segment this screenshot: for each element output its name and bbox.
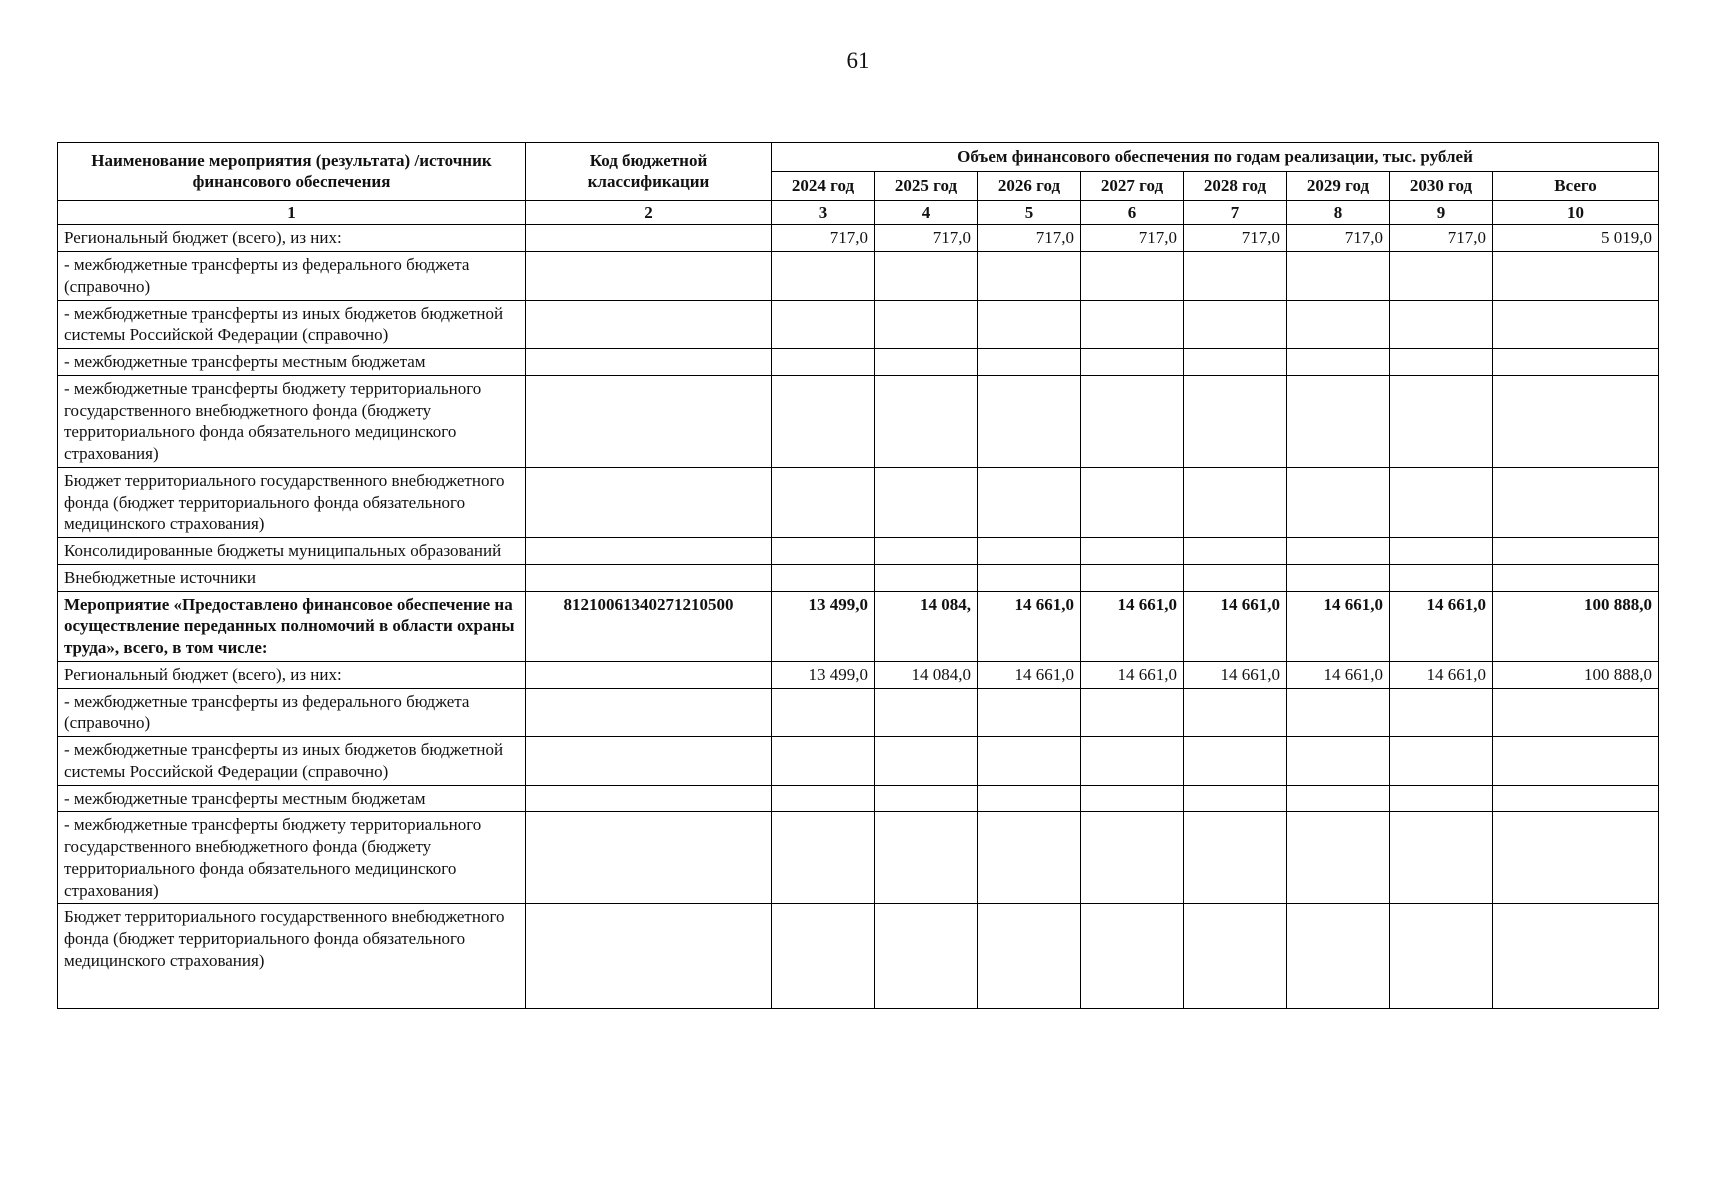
row-value: 13 499,0 bbox=[772, 591, 875, 661]
row-value bbox=[1081, 538, 1184, 565]
table-row bbox=[58, 688, 1659, 737]
row-value: 100 888,0 bbox=[1493, 591, 1659, 661]
row-budget-code bbox=[526, 349, 772, 376]
table-row bbox=[58, 375, 1659, 467]
header-year-2028: 2028 год bbox=[1184, 171, 1287, 200]
header-row-column-numbers bbox=[58, 200, 1659, 225]
row-value bbox=[978, 564, 1081, 591]
column-number-7: 7 bbox=[1184, 200, 1287, 225]
row-value bbox=[978, 467, 1081, 537]
row-name: - межбюджетные трансферты из иных бюджетов бюджетной системы Российской Федерации (справочно) bbox=[58, 300, 526, 349]
row-value bbox=[1493, 467, 1659, 537]
table-row bbox=[58, 661, 1659, 688]
row-value bbox=[1184, 564, 1287, 591]
row-name: Бюджет территориального государственного внебюджетного фонда (бюджет территориального фонда обязательного медицинского страхования) bbox=[58, 467, 526, 537]
row-value bbox=[875, 737, 978, 786]
row-value bbox=[772, 538, 875, 565]
header-year-2024: 2024 год bbox=[772, 171, 875, 200]
row-value bbox=[875, 467, 978, 537]
row-value bbox=[978, 349, 1081, 376]
row-name: Бюджет территориального государственного внебюджетного фонда (бюджет территориального фонда обязательного медицинского страхования) bbox=[58, 904, 526, 1009]
table-row bbox=[58, 812, 1659, 904]
row-value bbox=[875, 538, 978, 565]
row-value bbox=[1390, 785, 1493, 812]
column-number-1: 1 bbox=[58, 200, 526, 225]
row-value bbox=[875, 812, 978, 904]
row-value bbox=[1184, 688, 1287, 737]
row-value bbox=[772, 904, 875, 1009]
row-value: 14 661,0 bbox=[978, 591, 1081, 661]
row-budget-code bbox=[526, 300, 772, 349]
row-budget-code bbox=[526, 538, 772, 565]
row-name: - межбюджетные трансферты бюджету территориального государственного внебюджетного фонда (бюджету территориального фонда обязательного медицинского страхования) bbox=[58, 375, 526, 467]
row-value bbox=[772, 375, 875, 467]
row-value bbox=[1184, 538, 1287, 565]
row-value bbox=[1390, 375, 1493, 467]
table-row bbox=[58, 349, 1659, 376]
row-value bbox=[1184, 300, 1287, 349]
row-value bbox=[1493, 737, 1659, 786]
row-value bbox=[875, 688, 978, 737]
header-name-column: Наименование мероприятия (результата) /источник финансового обеспечения bbox=[58, 143, 526, 201]
row-budget-code bbox=[526, 225, 772, 252]
row-value: 14 084, bbox=[875, 591, 978, 661]
row-value: 14 661,0 bbox=[1081, 661, 1184, 688]
row-budget-code bbox=[526, 661, 772, 688]
row-value: 717,0 bbox=[1184, 225, 1287, 252]
row-value bbox=[875, 252, 978, 301]
row-value bbox=[1184, 812, 1287, 904]
row-value bbox=[978, 785, 1081, 812]
row-value bbox=[1184, 467, 1287, 537]
row-value bbox=[978, 904, 1081, 1009]
row-value bbox=[1390, 349, 1493, 376]
row-budget-code bbox=[526, 737, 772, 786]
row-name: - межбюджетные трансферты местным бюджетам bbox=[58, 785, 526, 812]
row-value bbox=[875, 564, 978, 591]
table-row bbox=[58, 467, 1659, 537]
table-row bbox=[58, 300, 1659, 349]
row-value bbox=[1390, 564, 1493, 591]
row-value bbox=[978, 737, 1081, 786]
row-budget-code bbox=[526, 812, 772, 904]
row-name: Мероприятие «Предоставлено финансовое обеспечение на осуществление переданных полномочий в области охраны труда», всего, в том числе: bbox=[58, 591, 526, 661]
row-value bbox=[1081, 349, 1184, 376]
column-number-3: 3 bbox=[772, 200, 875, 225]
table-row bbox=[58, 225, 1659, 252]
row-value: 717,0 bbox=[772, 225, 875, 252]
row-value bbox=[772, 812, 875, 904]
row-value bbox=[1390, 688, 1493, 737]
row-value bbox=[978, 812, 1081, 904]
header-year-2030: 2030 год bbox=[1390, 171, 1493, 200]
row-value bbox=[1493, 349, 1659, 376]
row-value: 717,0 bbox=[1390, 225, 1493, 252]
row-name: Внебюджетные источники bbox=[58, 564, 526, 591]
row-value: 14 084,0 bbox=[875, 661, 978, 688]
row-value bbox=[772, 564, 875, 591]
header-year-2025: 2025 год bbox=[875, 171, 978, 200]
row-value bbox=[1184, 252, 1287, 301]
row-value bbox=[978, 375, 1081, 467]
row-value bbox=[1287, 467, 1390, 537]
row-value bbox=[1390, 904, 1493, 1009]
table-row bbox=[58, 252, 1659, 301]
row-budget-code bbox=[526, 252, 772, 301]
row-value bbox=[1184, 904, 1287, 1009]
row-value bbox=[1184, 737, 1287, 786]
row-value bbox=[1390, 300, 1493, 349]
row-value: 5 019,0 bbox=[1493, 225, 1659, 252]
row-value bbox=[1287, 737, 1390, 786]
row-value bbox=[875, 349, 978, 376]
row-name: - межбюджетные трансферты из федерального бюджета (справочно) bbox=[58, 252, 526, 301]
row-value bbox=[772, 737, 875, 786]
row-name: - межбюджетные трансферты бюджету территориального государственного внебюджетного фонда (бюджету территориального фонда обязательного медицинского страхования) bbox=[58, 812, 526, 904]
row-value bbox=[1390, 538, 1493, 565]
row-value bbox=[1081, 737, 1184, 786]
row-name: Региональный бюджет (всего), из них: bbox=[58, 661, 526, 688]
column-number-9: 9 bbox=[1390, 200, 1493, 225]
column-number-10: 10 bbox=[1493, 200, 1659, 225]
row-value: 14 661,0 bbox=[1081, 591, 1184, 661]
row-value bbox=[1287, 904, 1390, 1009]
row-value bbox=[1493, 564, 1659, 591]
row-value: 717,0 bbox=[978, 225, 1081, 252]
column-number-2: 2 bbox=[526, 200, 772, 225]
row-value bbox=[772, 785, 875, 812]
row-value: 14 661,0 bbox=[1184, 591, 1287, 661]
row-value bbox=[1081, 375, 1184, 467]
row-value bbox=[875, 300, 978, 349]
row-value bbox=[1493, 538, 1659, 565]
header-row-top bbox=[58, 143, 1659, 172]
row-value bbox=[1287, 300, 1390, 349]
table-row bbox=[58, 737, 1659, 786]
row-value bbox=[1390, 737, 1493, 786]
row-value: 14 661,0 bbox=[1184, 661, 1287, 688]
table-body bbox=[58, 225, 1659, 1009]
row-value: 14 661,0 bbox=[1287, 661, 1390, 688]
row-value bbox=[1493, 300, 1659, 349]
row-value: 14 661,0 bbox=[978, 661, 1081, 688]
column-number-4: 4 bbox=[875, 200, 978, 225]
header-code-column: Код бюджетной классификации bbox=[526, 143, 772, 201]
table-row bbox=[58, 564, 1659, 591]
row-value bbox=[772, 300, 875, 349]
row-value bbox=[1390, 467, 1493, 537]
row-name: - межбюджетные трансферты местным бюджетам bbox=[58, 349, 526, 376]
row-value bbox=[772, 349, 875, 376]
row-value bbox=[1081, 785, 1184, 812]
row-value bbox=[1081, 564, 1184, 591]
row-value bbox=[1287, 688, 1390, 737]
row-value: 14 661,0 bbox=[1287, 591, 1390, 661]
row-value bbox=[875, 904, 978, 1009]
row-value: 717,0 bbox=[1287, 225, 1390, 252]
row-value bbox=[978, 688, 1081, 737]
table-row bbox=[58, 538, 1659, 565]
row-value bbox=[1287, 252, 1390, 301]
row-value bbox=[1287, 375, 1390, 467]
row-value bbox=[978, 300, 1081, 349]
header-year-2027: 2027 год bbox=[1081, 171, 1184, 200]
header-volume-group: Объем финансового обеспечения по годам реализации, тыс. рублей bbox=[772, 143, 1659, 172]
row-name: Консолидированные бюджеты муниципальных образований bbox=[58, 538, 526, 565]
header-year-2026: 2026 год bbox=[978, 171, 1081, 200]
column-number-5: 5 bbox=[978, 200, 1081, 225]
row-value bbox=[978, 252, 1081, 301]
row-value bbox=[875, 375, 978, 467]
row-name: - межбюджетные трансферты из федерального бюджета (справочно) bbox=[58, 688, 526, 737]
row-value bbox=[1081, 300, 1184, 349]
row-value bbox=[875, 785, 978, 812]
row-value bbox=[1287, 812, 1390, 904]
row-budget-code bbox=[526, 375, 772, 467]
row-budget-code bbox=[526, 904, 772, 1009]
row-budget-code bbox=[526, 785, 772, 812]
row-budget-code bbox=[526, 688, 772, 737]
row-value bbox=[1081, 904, 1184, 1009]
row-value bbox=[1081, 688, 1184, 737]
row-budget-code bbox=[526, 564, 772, 591]
row-value bbox=[772, 467, 875, 537]
row-value bbox=[978, 538, 1081, 565]
row-value bbox=[1493, 252, 1659, 301]
row-value bbox=[1390, 812, 1493, 904]
row-value: 14 661,0 bbox=[1390, 591, 1493, 661]
row-budget-code bbox=[526, 467, 772, 537]
header-total: Всего bbox=[1493, 171, 1659, 200]
column-number-6: 6 bbox=[1081, 200, 1184, 225]
row-value bbox=[1287, 538, 1390, 565]
row-value: 717,0 bbox=[875, 225, 978, 252]
row-value bbox=[1081, 467, 1184, 537]
header-year-2029: 2029 год bbox=[1287, 171, 1390, 200]
budget-table bbox=[57, 142, 1659, 1009]
row-value bbox=[1081, 252, 1184, 301]
row-value bbox=[1184, 375, 1287, 467]
row-value bbox=[1287, 564, 1390, 591]
row-value bbox=[1081, 812, 1184, 904]
row-value bbox=[1493, 812, 1659, 904]
row-value bbox=[1184, 349, 1287, 376]
column-number-8: 8 bbox=[1287, 200, 1390, 225]
row-value: 13 499,0 bbox=[772, 661, 875, 688]
row-value: 100 888,0 bbox=[1493, 661, 1659, 688]
row-value bbox=[1493, 688, 1659, 737]
row-value bbox=[1493, 904, 1659, 1009]
table-row bbox=[58, 904, 1659, 1009]
table-header bbox=[58, 143, 1659, 225]
row-value bbox=[1287, 785, 1390, 812]
row-value bbox=[772, 688, 875, 737]
row-value bbox=[1287, 349, 1390, 376]
row-value: 717,0 bbox=[1081, 225, 1184, 252]
row-value bbox=[772, 252, 875, 301]
row-value: 14 661,0 bbox=[1390, 661, 1493, 688]
row-value bbox=[1493, 785, 1659, 812]
row-value bbox=[1493, 375, 1659, 467]
row-value bbox=[1184, 785, 1287, 812]
row-value bbox=[1390, 252, 1493, 301]
row-budget-code: 81210061340271210500 bbox=[526, 591, 772, 661]
row-name: Региональный бюджет (всего), из них: bbox=[58, 225, 526, 252]
table-row bbox=[58, 785, 1659, 812]
page-number: 61 bbox=[846, 48, 870, 73]
row-name: - межбюджетные трансферты из иных бюджетов бюджетной системы Российской Федерации (справочно) bbox=[58, 737, 526, 786]
table-container bbox=[57, 142, 1659, 1009]
table-row bbox=[58, 591, 1659, 661]
